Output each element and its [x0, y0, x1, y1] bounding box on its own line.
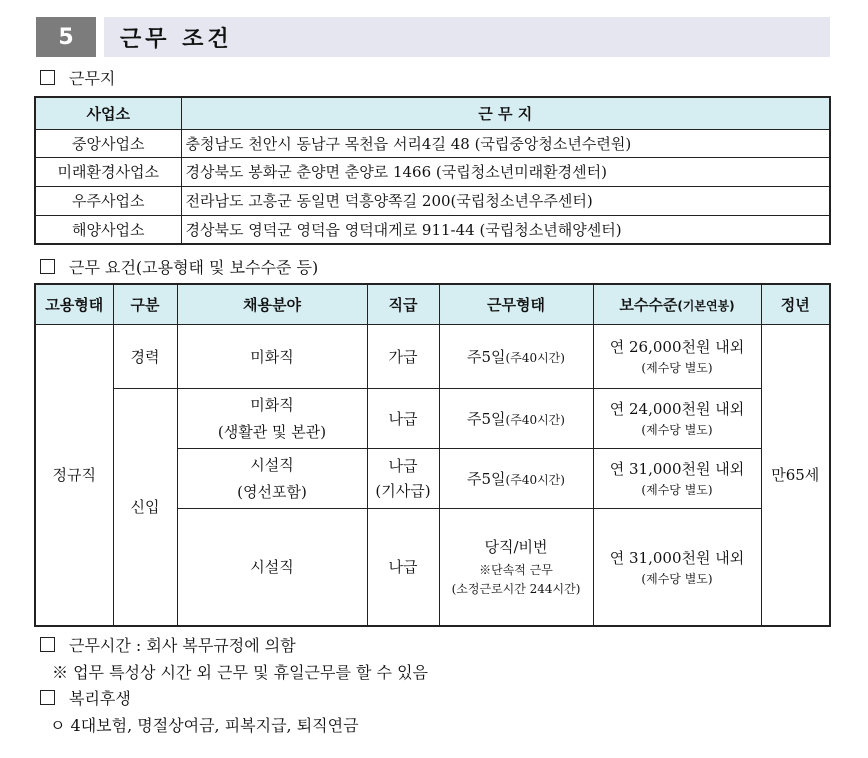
welfare-heading-text: 복리후생 — [69, 689, 131, 708]
field-cell: 시설직 (영선포함) — [177, 448, 367, 508]
conditions-table — [34, 283, 831, 627]
work-type-cell: 당직/비번 ※단속적 근무 (소정근로시간 244시간) — [439, 508, 593, 626]
section-title: 근무 조건 — [104, 17, 830, 57]
conditions-heading-text: 근무 요건(고용형태 및 보수수준 등) — [69, 258, 319, 277]
table-row — [35, 324, 830, 388]
welfare-heading — [40, 686, 131, 709]
table-row — [35, 129, 830, 157]
employment-type-cell: 정규직 — [35, 324, 113, 626]
office-cell: 우주사업소 — [35, 186, 181, 215]
column-header-employment: 고용형태 — [35, 284, 113, 324]
column-header-grade: 직급 — [367, 284, 439, 324]
checkbox-icon — [40, 70, 55, 85]
address-cell: 전라남도 고흥군 동일면 덕흥양쪽길 200(국립청소년우주센터) — [181, 186, 830, 215]
welfare-items: ㅇ 4대보험, 명절상여금, 피복지급, 퇴직연금 — [50, 716, 359, 735]
table-row — [35, 215, 830, 244]
table-row — [35, 157, 830, 186]
work-type-cell: 주5일(주40시간) — [439, 388, 593, 448]
address-cell: 경상북도 영덕군 영덕읍 영덕대게로 911-44 (국립청소년해양센터) — [181, 215, 830, 244]
work-type-cell: 주5일(주40시간) — [439, 324, 593, 388]
category-cell: 경력 — [113, 324, 177, 388]
table-row — [35, 388, 830, 448]
work-hours-note: ※ 업무 특성상 시간 외 근무 및 휴일근무를 할 수 있음 — [52, 663, 428, 682]
grade-cell: 나급 (기사급) — [367, 448, 439, 508]
section-header — [36, 17, 830, 57]
column-header-field: 채용분야 — [177, 284, 367, 324]
column-header-category: 구분 — [113, 284, 177, 324]
salary-cell: 연 24,000천원 내외 (제수당 별도) — [593, 388, 761, 448]
column-header-work-type: 근무형태 — [439, 284, 593, 324]
table-row — [35, 186, 830, 215]
field-cell: 미화직 — [177, 324, 367, 388]
column-header-office: 사업소 — [35, 97, 181, 129]
location-heading-text: 근무지 — [69, 69, 116, 88]
retirement-cell: 만65세 — [761, 324, 830, 626]
location-table — [34, 96, 831, 245]
category-cell: 신입 — [113, 388, 177, 626]
field-cell: 미화직 (생활관 및 본관) — [177, 388, 367, 448]
field-cell: 시설직 — [177, 508, 367, 626]
checkbox-icon — [40, 259, 55, 274]
work-hours-text: 근무시간 : 회사 복무규정에 의함 — [69, 636, 296, 655]
section-number: 5 — [36, 17, 96, 57]
column-header-address: 근 무 지 — [181, 97, 830, 129]
office-cell: 해양사업소 — [35, 215, 181, 244]
salary-cell: 연 31,000천원 내외 (제수당 별도) — [593, 448, 761, 508]
conditions-heading — [40, 255, 318, 278]
salary-cell: 연 31,000천원 내외 (제수당 별도) — [593, 508, 761, 626]
work-hours-line — [40, 633, 296, 656]
address-cell: 충청남도 천안시 동남구 목천읍 서리4길 48 (국립중앙청소년수련원) — [181, 129, 830, 157]
work-type-cell: 주5일(주40시간) — [439, 448, 593, 508]
checkbox-icon — [40, 637, 55, 652]
address-cell: 경상북도 봉화군 춘양면 춘양로 1466 (국립청소년미래환경센터) — [181, 157, 830, 186]
column-header-salary: 보수수준(기본연봉) — [593, 284, 761, 324]
checkbox-icon — [40, 690, 55, 705]
grade-cell: 가급 — [367, 324, 439, 388]
office-cell: 중앙사업소 — [35, 129, 181, 157]
grade-cell: 나급 — [367, 388, 439, 448]
grade-cell: 나급 — [367, 508, 439, 626]
location-heading — [40, 66, 115, 89]
office-cell: 미래환경사업소 — [35, 157, 181, 186]
salary-cell: 연 26,000천원 내외 (제수당 별도) — [593, 324, 761, 388]
column-header-retirement: 정년 — [761, 284, 830, 324]
